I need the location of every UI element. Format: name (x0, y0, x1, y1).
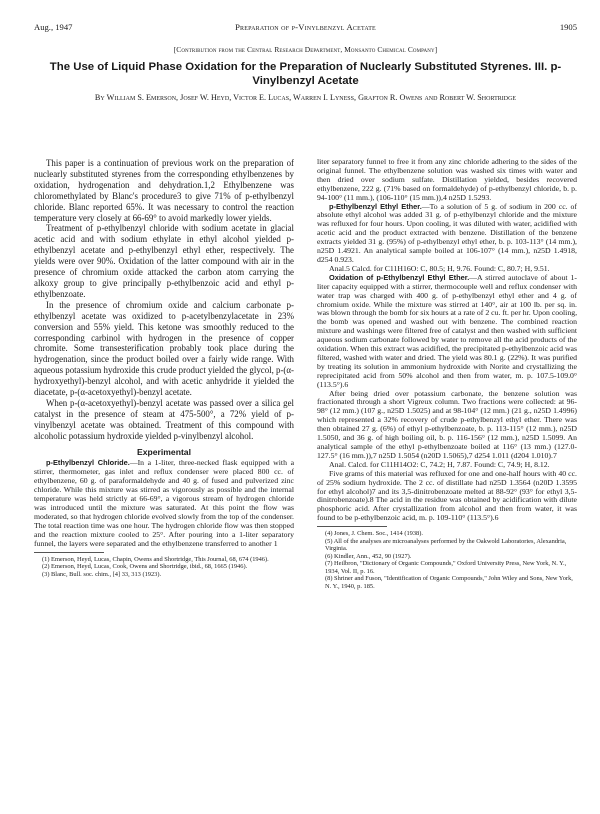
footnote-rule (34, 552, 104, 553)
journal-page (34, 22, 578, 590)
running-title: Preparation of p-Vinylbenzyl Acetate (235, 22, 376, 32)
issue-date: Aug., 1947 (34, 22, 73, 32)
footnote: (5) All of the analyses are microanalyses performed by the Oakwold Laboratories, Alexandria, Virginia. (325, 537, 567, 553)
intro-paragraph: This paper is a continuation of previous work on the preparation of nuclearly substituted styrenes from the corresponding ethylbenzenes by oxidation, hydrogenation and dehydration.1,2 Ethylbenzene was chloromethylated by Blanc's procedure3 to give 71% of p-ethylbenzyl chloride. Blanc reported 65%. It was necessary to control the reaction temperature very closely at 66-69° to avoid markedly lower yields. (34, 158, 294, 223)
ether-paragraph (317, 203, 577, 265)
footnote-rule (317, 526, 387, 527)
footnotes-right (317, 530, 577, 590)
ester-analysis: Anal. Calcd. for C11H14O2: C, 74.2; H, 7.87. Found: C, 74.9; H, 8.12. (329, 459, 550, 469)
intro-paragraph: Treatment of p-ethylbenzyl chloride with sodium acetate in glacial acetic acid and with sodium ethylate in ethyl alcohol yielded p-ethylbenzyl acetate and p-ethylbenzyl ethyl ether, respectively. The yields were over 90%. Oxidation of the latter compound with air in the presence of chromium oxide attacked the carbon atom carrying the alkoxy group to give principally p-ethylbenzoic acid and ethyl p-ethylbenzoate. (34, 223, 294, 299)
page-number: 1905 (559, 22, 577, 32)
footnote: (7) Heilbron, "Dictionary of Organic Compounds," Oxford University Press, New York, N. Y., 1934, Vol. II, p. 16. (325, 560, 567, 575)
footnote: (1) Emerson, Heyd, Lucas, Chapin, Owens and Shortridge, This Journal, 68, 674 (1946). (42, 555, 269, 563)
chloride-run-in-heading: p-Ethylbenzyl Chloride. (46, 458, 130, 468)
continued-paragraph: liter separatory funnel to free it from any zinc chloride adhering to the sides of the original funnel. The ethylbenzene solution was washed six times with water and then dried over sodium sulfate. Distillation yielded, besides recovered ethylbenzene, 222 g. (71% based on formaldehyde) of p-ethylbenzyl chloride, b. p. 94-100° (11 mm.), (106-110° (15 mm.)),4 n25D 1.5293. (317, 157, 577, 202)
fractionation-paragraph: After being dried over potassium carbonate, the benzene solution was fractionated through a short Vigreux column. Two fractions were collected: at 96-98° (12 mm.) (107 g., n25D 1.5025) and at 98-104° (12 mm.) (21 g., n25D 1.4996) which represented a 32% recovery of crude p-ethylbenzyl ethyl ether. There was then obtained 27 g. (6%) of ethyl p-ethylbenzoate, b. p. 113-115° (12 mm.), n25D 1.5050, and 36 g. of high boiling oil, b. p. 116-156° (12 mm.), n25D 1.5099. An analytical sample of the ethyl p-ethylbenzoate boiled at 116° (13 mm.) (127.0-127.5° (16 mm.)),7 n25D 1.5054 (n20D 1.5065),7 d254 1.011 (d204 1.010).7 (317, 388, 577, 460)
oxidation-run-in-heading: Oxidation of p-Ethylbenzyl Ethyl Ether. (329, 272, 470, 282)
introduction (34, 158, 294, 442)
intro-paragraph: When p-(α-acetoxyethyl)-benzyl acetate was passed over a silica gel catalyst in the presence of steam at 475-500°, a 72% yield of p-vinylbenzyl acetate was obtained. Treatment of this compound with alcoholic potassium hydroxide yielded p-vinylbenzyl alcohol. (34, 397, 294, 441)
footnote: (8) Shriner and Fuson, "Identification of Organic Compounds," John Wiley and Sons, New York, N. Y., 1940, p. 185. (325, 575, 573, 590)
oxidation-paragraph (317, 274, 577, 390)
footnote: (4) Jones, J. Chem. Soc., 1414 (1938). (325, 530, 423, 538)
ether-text: —To a solution of 5 g. of sodium in 200 cc. of absolute ethyl alcohol was added 31 g. of p-ethylbenzyl chloride and the mixture was refluxed for four hours. Upon cooling, it was diluted with water, acidified with acetic acid and the product extracted with benzene. Distillation of the benzene extracts yielded 31 g. (95%) of p-ethylbenzyl ethyl ether, b. p. 103-113° (14 mm.), n25D 1.4921. An analytical sample boiled at 106-107° (14 mm.), n25D 1.4918, d254 0.923. (317, 201, 577, 264)
footnote: (2) Emerson, Heyd, Lucas, Cook, Owens and Shortridge, ibid., 68, 1665 (1946). (42, 563, 248, 571)
ether-run-in-heading: p-Ethylbenzyl Ethyl Ether. (329, 201, 422, 211)
experimental-heading: Experimental (137, 446, 191, 457)
running-head (34, 22, 577, 34)
chloride-paragraph (34, 459, 294, 548)
ether-analysis: Anal.5 Calcd. for C11H16O: C, 80.5; H, 9.76. Found: C, 80.7; H, 9.51. (329, 263, 550, 273)
footnotes-left (34, 556, 294, 579)
chloride-text: —In a 1-liter, three-necked flask equipped with a stirrer, thermometer, gas inlet and reflux condenser were placed 800 cc. of ethylbenzene, 60 g. of paraformaldehyde and 40 g. of fused and pulverized zinc chloride. While this mixture was stirred as vigorously as possible and the internal temperature was held strictly at 66-69°, a vigorous stream of hydrogen chloride was introduced until the mixture was saturated. At this point the flow was moderated, so that hydrogen chloride evolved slowly from the top of the condenser. The total reaction time was one hour. The hydrogen chloride flow was then stopped and the reaction mixture cooled to 25°. After pouring into a 1-liter separatory funnel, the layers were separated and the ethylbenzene transferred to another 1 (34, 458, 295, 548)
contribution-line: [Contribution from the Central Research Department, Monsanto Chemical Company] (173, 45, 438, 54)
left-column (34, 158, 294, 578)
author-list: By William S. Emerson, Josef W. Heyd, Victor E. Lucas, Warren I. Lyness, Grafton R. Owens and Robert W. Shortridge (94, 93, 517, 102)
right-column (317, 158, 577, 590)
oxidation-text: —A stirred autoclave of about 1-liter capacity equipped with a stirrer, thermocouple well and reflux condenser with water trap was charged with 400 g. of p-ethylbenzyl ethyl ether and 4 g. of chromium oxide. While the mixture was stirred at 140°, air at 100 lb. per sq. in. was blown through the bomb for six hours at a rate of 2 cu. ft. per hr. Upon cooling, the bomb was opened and washed out with benzene. The combined reaction mixture and washings were filtered free of catalyst and then washed with sufficient aqueous sodium carbonate followed by water to remove all the acid products of the oxidation. When this extract was acidified, the precipitated p-ethylbenzoic acid was filtered, washed with water and dried. The yield was 80.1 g. (22%). It was purified by treating its solution in ammonium hydroxide with Norite and crystallizing the reprecipitated acid from 50% alcohol and then from water, m. p. 107.5-109.0° (113.5°).6 (317, 272, 578, 389)
intro-paragraph: In the presence of chromium oxide and calcium carbonate p-ethylbenzyl acetate was oxidized to p-acetylbenzylacetate in 23% conversion and 55% yield. This ketone was smoothly reduced to the corresponding carbinol with hydrogen in the presence of copper chromite. Some transesterification probably took place during the hydrogenation, since the product boiled over a fairly wide range. With aqueous potassium hydroxide this crude product yielded the glycol, p-(α-hydroxyethyl)-benzyl alcohol, and with acetic anhydride it yielded the diacetate, p-(α-acetoxyethyl)-benzyl acetate. (34, 299, 294, 398)
article-title: The Use of Liquid Phase Oxidation for the Preparation of Nuclearly Substituted Styrenes. III. p-Vinylbenzyl Acetate (49, 61, 562, 87)
footnote: (3) Blanc, Bull. soc. chim., [4] 33, 313 (1923). (42, 570, 162, 578)
article-body (34, 158, 577, 814)
footnote: (6) Kindler, Ann., 452, 90 (1927). (325, 552, 412, 560)
hydrolysis-paragraph: Five grams of this material was refluxed for one and one-half hours with 40 cc. of 25% sodium hydroxide. The 2 cc. of distillate had n25D 1.3564 (n20D 1.3595 for ethyl alcohol)7 and its 3,5-dinitrobenzoate melted at 88-92° (93° for ethyl 3,5-dinitrobenzoate).8 The acid in the residue was obtained by acidification with dilute phosphoric acid. After crystallization from alcohol and then from water, it was found to be p-ethylbenzoic acid, m. p. 109-110° (113.5°).6 (317, 468, 577, 523)
